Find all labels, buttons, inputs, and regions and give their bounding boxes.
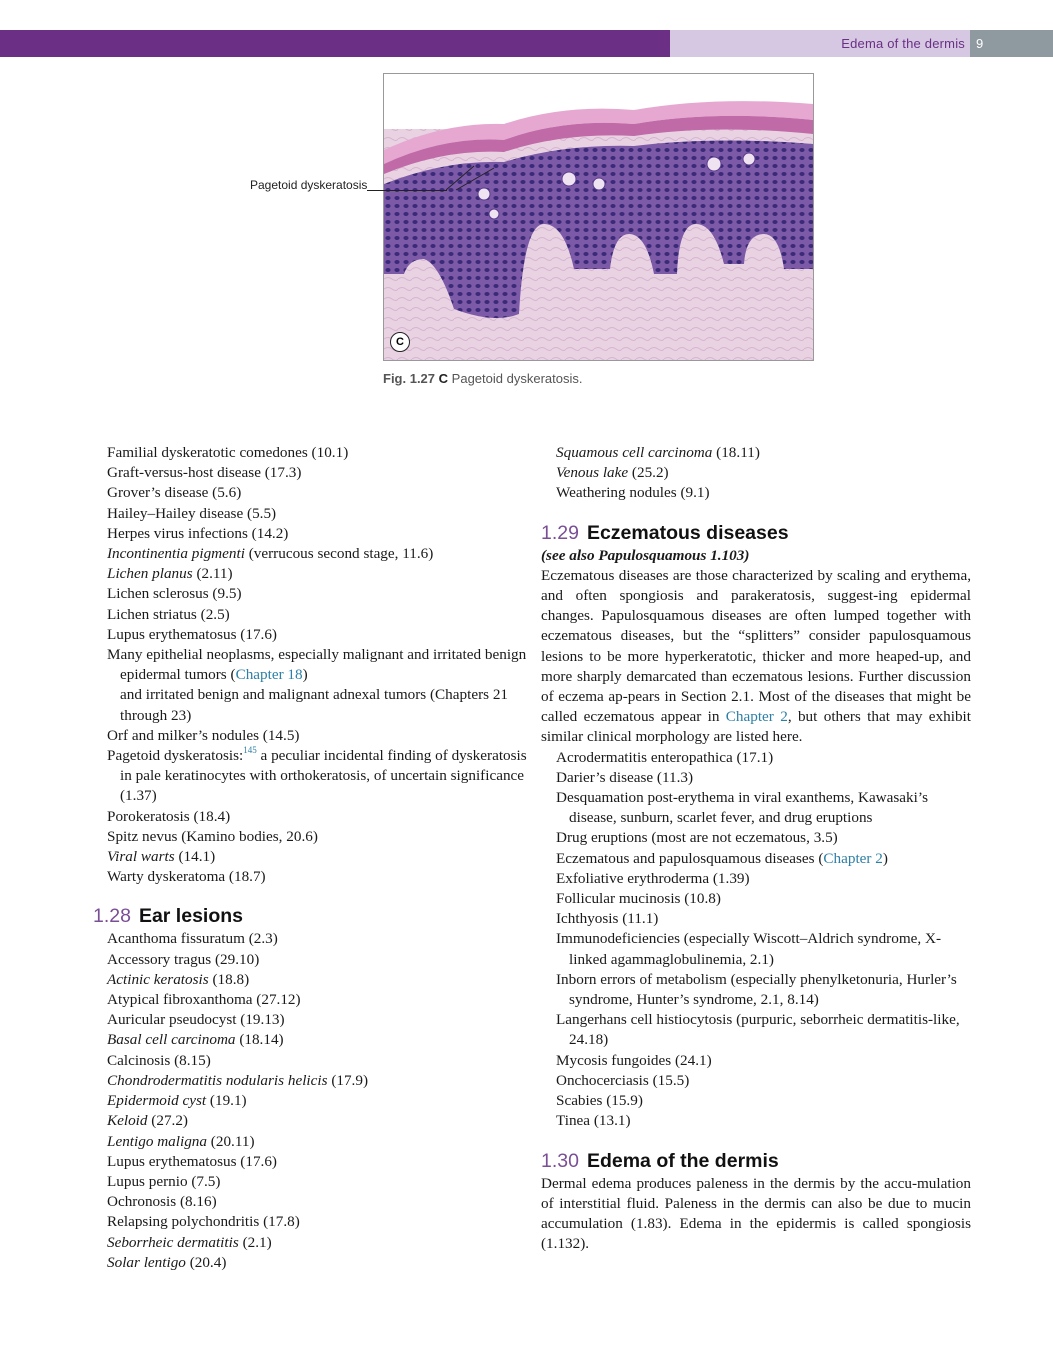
item-text: Desquamation post-erythema in viral exanthems, Kawasaki’s disease, sunburn, scarlet fever, and drug eruptions: [556, 789, 928, 827]
left-column: [93, 443, 527, 1273]
list-continued: [541, 443, 971, 504]
list-item: [556, 889, 971, 909]
item-text: Graft-versus-host disease (17.3): [107, 464, 302, 482]
item-italic-text: Keloid: [107, 1112, 148, 1130]
item-text: Calcinosis (8.15): [107, 1051, 211, 1069]
item-text: Onchocerciasis (15.5): [556, 1071, 690, 1089]
caption-text: Pagetoid dyskeratosis.: [451, 371, 583, 386]
list-item: [107, 1192, 527, 1212]
list-item: [107, 746, 527, 807]
histology-micrograph: [383, 73, 814, 361]
item-text: Warty dyskeratoma (18.7): [107, 868, 266, 886]
item-italic-text: Actinic keratosis: [107, 970, 209, 988]
section-number: 1.29: [541, 521, 579, 544]
item-text: Lichen striatus (2.5): [107, 605, 230, 623]
list-item: [556, 1051, 971, 1071]
item-text: Weathering nodules (9.1): [556, 484, 710, 502]
right-column: [541, 443, 971, 1254]
list-item: [107, 807, 527, 827]
list-item: [107, 929, 527, 949]
list-group: [556, 869, 971, 1132]
item-text: Lichen sclerosus (9.5): [107, 585, 242, 603]
item-text: Mycosis fungoides (24.1): [556, 1051, 712, 1069]
list-item: [556, 483, 971, 503]
item-italic-text: Viral warts: [107, 848, 175, 866]
section-number: 1.28: [93, 905, 131, 928]
list-item: [107, 990, 527, 1010]
list-item: [107, 645, 527, 726]
list-item: [556, 869, 971, 889]
item-text: (14.1): [174, 848, 216, 866]
ear-lesions-list: [107, 929, 527, 1272]
page-number: 9: [970, 30, 1053, 57]
list-item: [107, 483, 527, 503]
paragraph-text: , but others that may exhibit similar clinical morphology are listed here.: [541, 708, 971, 746]
item-text: Tinea (13.1): [556, 1112, 631, 1130]
section-heading: [93, 903, 527, 929]
section-title: Edema of the dermis: [586, 1149, 779, 1172]
item-text: (verrucous second stage, 11.6): [244, 545, 434, 563]
list-item: [107, 970, 527, 990]
item-text: Hailey–Hailey disease (5.5): [107, 504, 277, 522]
list-item: [107, 564, 527, 584]
figure-caption: [383, 371, 582, 386]
paragraph-text: Eczematous diseases are those characterized by scaling and erythema, and often spongiosis and parakeratosis, suggest-ing epidermal changes. Papulosquamous diseases are often lumped together with eczematous diseases, but the “splitters” consider papulosquamous lesions to be more hyperkeratotic, thicker and more heaped-up, and more sharply demarcated than eczematous lesions. Further discussion of eczema ap-pears in Section 2.1. Most of the diseases that might be called eczematous appear in: [541, 566, 971, 726]
list-item: [107, 1132, 527, 1152]
item-italic-text: Lichen planus: [107, 565, 193, 583]
eczematous-list: [541, 748, 971, 1132]
list-item: [556, 1071, 971, 1091]
list-item: [107, 1071, 527, 1091]
item-text: Scabies (15.9): [556, 1092, 643, 1110]
list-continued: [107, 807, 527, 888]
section-title: Ear lesions: [138, 905, 244, 928]
list-item: [556, 970, 971, 1010]
item-text: Herpes virus infections (14.2): [107, 524, 289, 542]
see-also-note: (see also Papulosquamous 1.103): [541, 546, 750, 564]
callout-leader-line: [367, 190, 447, 191]
item-text: Lupus erythematosus (17.6): [107, 1152, 277, 1170]
item-text: (18.8): [208, 970, 250, 988]
item-text: Acanthoma fissuratum (2.3): [107, 930, 278, 948]
item-text: Atypical fibroxanthoma (27.12): [107, 991, 301, 1009]
list-item: [107, 544, 527, 564]
list-item: [107, 463, 527, 483]
item-text: (19.1): [206, 1092, 247, 1110]
list-item: [556, 909, 971, 929]
item-text: (20.11): [207, 1132, 255, 1150]
item-text: Drug eruptions (most are not eczematous, 3.5): [556, 829, 838, 847]
item-italic-text: Incontinentia pigmenti: [107, 545, 245, 563]
micrograph-illustration: [384, 74, 813, 360]
item-text: Relapsing polychondritis (17.8): [107, 1213, 300, 1231]
list-item: [107, 504, 527, 524]
item-text: Eczematous and papulosquamous diseases (: [556, 849, 824, 867]
item-text: (2.1): [238, 1233, 272, 1251]
section-heading: [541, 520, 971, 546]
item-text: ): [882, 849, 888, 867]
item-text: Follicular mucinosis (10.8): [556, 890, 721, 908]
list-item: [556, 748, 971, 768]
figure-callout-label: Pagetoid dyskeratosis: [250, 178, 368, 192]
item-text: ): [302, 666, 308, 684]
list-item: [107, 1152, 527, 1172]
item-text: (27.2): [147, 1112, 188, 1130]
item-text: and irritated benign and malignant adnexal tumors (Chapters 21 through 23): [120, 686, 509, 724]
list-item: [556, 1091, 971, 1111]
callout-pointer-lines: [446, 164, 506, 194]
chapter-18-link[interactable]: Chapter 18: [235, 666, 303, 684]
list-item: [107, 1212, 527, 1232]
list-item: [556, 788, 971, 828]
list-item: [107, 847, 527, 867]
list-item: [107, 950, 527, 970]
item-italic-text: Chondrodermatitis nodularis helicis: [107, 1071, 328, 1089]
list-item: [107, 1091, 527, 1111]
item-italic-text: Basal cell carcinoma: [107, 1031, 236, 1049]
section-paragraph: Dermal edema produces paleness in the dermis by the accu-mulation of interstitial fluid. Paleness in the dermis can also be due to mucin accumulation (1.83). Edema in the epidermis is called spongiosis (1.132).: [541, 1174, 971, 1253]
item-text: (2.11): [192, 565, 233, 583]
item-text: Ichthyosis (11.1): [556, 910, 659, 928]
list-item: [107, 1253, 527, 1273]
item-text: Grover’s disease (5.6): [107, 484, 242, 502]
list-item: [556, 1010, 971, 1050]
section-number: 1.30: [541, 1149, 579, 1172]
item-italic-text: Seborrheic dermatitis: [107, 1233, 239, 1251]
list-item: [556, 929, 971, 969]
caption-number: Fig. 1.27: [383, 371, 436, 386]
list-item: Orf and milker’s nodules (14.5): [107, 726, 300, 744]
list-item: [107, 584, 527, 604]
list-item: [107, 1051, 527, 1071]
chapter-2-link[interactable]: Chapter 2: [725, 708, 788, 726]
reference-superscript[interactable]: 145: [243, 745, 257, 756]
item-text: a peculiar incidental finding of dyskeratosis in pale keratinocytes with orthokeratosis, of uncertain significance (1.37): [120, 747, 527, 805]
item-text: (20.4): [185, 1253, 227, 1271]
item-text: Porokeratosis (18.4): [107, 807, 231, 825]
item-italic-text: Solar lentigo: [107, 1253, 186, 1271]
list-item: [556, 828, 971, 848]
item-italic-text: Lentigo maligna: [107, 1132, 207, 1150]
list-item: [107, 605, 527, 625]
list-item: [107, 827, 527, 847]
item-text: (17.9): [327, 1071, 369, 1089]
item-text: (18.11): [712, 444, 760, 461]
list-item: [556, 768, 971, 788]
item-text: Many epithelial neoplasms, especially malignant and irritated benign epidermal tumors (: [107, 646, 527, 684]
section-paragraph: [541, 566, 971, 748]
item-text: Langerhans cell histiocytosis (purpuric, seborrheic dermatitis-like, 24.18): [556, 1011, 960, 1049]
list-item: [107, 625, 527, 645]
item-text: Immunodeficiencies (especially Wiscott–Aldrich syndrome, X-linked agammaglobulinemia, 2.1): [556, 930, 942, 968]
item-text: Darier’s disease (11.3): [556, 768, 694, 786]
list-item: [107, 867, 527, 887]
list-item: [556, 1111, 971, 1131]
caption-letter: C: [438, 371, 449, 386]
section-title: Eczematous diseases: [586, 521, 789, 544]
item-text: Familial dyskeratotic comedones (10.1): [107, 444, 349, 461]
header-color-bar: [0, 30, 670, 57]
list-item: [107, 524, 527, 544]
list-item: [556, 849, 971, 869]
item-text: Accessory tragus (29.10): [107, 950, 260, 968]
item-italic-text: Venous lake: [556, 464, 629, 482]
list-item: [107, 1030, 527, 1050]
item-text: Lupus pernio (7.5): [107, 1172, 221, 1190]
item-text: Auricular pseudocyst (19.13): [107, 1011, 285, 1029]
item-text: Spitz nevus (Kamino bodies, 20.6): [107, 827, 318, 845]
running-header-title: Edema of the dermis: [841, 36, 965, 51]
item-text: Acrodermatitis enteropathica (17.1): [556, 748, 774, 766]
item-text: Inborn errors of metabolism (especially phenylketonuria, Hurler’s syndrome, Hunter’s syndrome, 2.1, 8.14): [556, 970, 957, 1009]
list-item: [556, 463, 971, 483]
list-group: [556, 748, 971, 849]
item-text: Exfoliative erythroderma (1.39): [556, 869, 750, 887]
item-text: Pagetoid dyskeratosis:: [107, 747, 244, 765]
item-text: (18.14): [235, 1031, 284, 1049]
item-text: Lupus erythematosus (17.6): [107, 625, 277, 643]
section-heading: [541, 1148, 971, 1174]
item-text: Ochronosis (8.16): [107, 1193, 217, 1211]
list-item: [107, 1172, 527, 1192]
panel-letter-badge: C: [390, 332, 410, 352]
list-item: [107, 1233, 527, 1253]
list-item: [107, 443, 527, 463]
item-italic-text: Squamous cell carcinoma: [556, 444, 713, 461]
list-continued: [107, 443, 527, 645]
list-item: [107, 1010, 527, 1030]
chapter-2-link[interactable]: Chapter 2: [823, 849, 883, 867]
list-item: [107, 1111, 527, 1131]
item-text: (25.2): [628, 464, 669, 482]
list-item: [556, 443, 971, 463]
item-italic-text: Epidermoid cyst: [107, 1092, 207, 1110]
